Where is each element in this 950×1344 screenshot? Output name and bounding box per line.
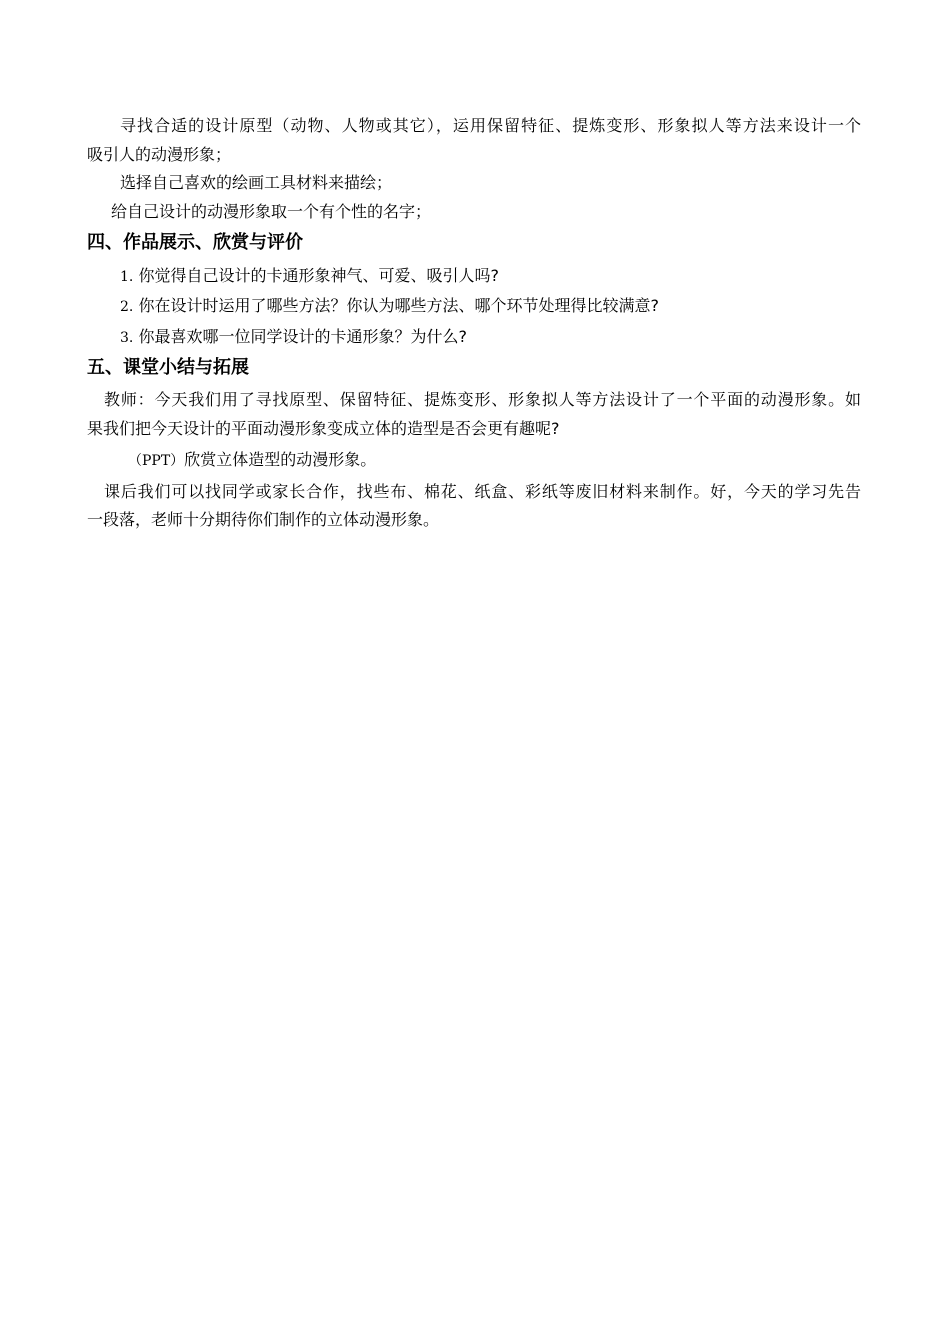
paragraph-materials: 选择自己喜欢的绘画工具材料来描绘； <box>120 173 393 192</box>
list-item-text: 你觉得自己设计的卡通形象神气、可爱、吸引人吗? <box>138 266 499 285</box>
ppt-text: 欣赏立体造型的动漫形象。 <box>184 450 377 469</box>
paragraph-design-line-2: 吸引人的动漫形象； <box>87 145 232 164</box>
list-item <box>120 266 499 287</box>
paragraph-design-line-1: 寻找合适的设计原型（动物、人物或其它），运用保留特征、提炼变形、形象拟人等方法来设计一个 <box>120 116 861 135</box>
list-item-number: 1. <box>120 269 134 285</box>
list-item-number: 2. <box>120 299 134 315</box>
list-item-number: 3. <box>120 330 134 346</box>
section-heading-4: 四、作品展示、欣赏与评价 <box>87 232 303 253</box>
list-item <box>120 296 659 317</box>
paragraph-teacher-line-1: 教师：今天我们用了寻找原型、保留特征、提炼变形、形象拟人等方法设计了一个平面的动漫形象。如 <box>104 390 861 409</box>
list-item-text: 你最喜欢哪一位同学设计的卡通形象？为什么? <box>138 327 467 346</box>
paragraph-naming: 给自己设计的动漫形象取一个有个性的名字； <box>111 202 432 221</box>
ppt-label: （PPT） <box>128 453 185 469</box>
paragraph-ppt <box>128 450 376 471</box>
paragraph-homework-line-2: 一段落，老师十分期待你们制作的立体动漫形象。 <box>87 510 440 529</box>
section-heading-5: 五、课堂小结与拓展 <box>87 357 249 378</box>
list-item-text: 你在设计时运用了哪些方法？你认为哪些方法、哪个环节处理得比较满意? <box>138 296 659 315</box>
paragraph-homework-line-1: 课后我们可以找同学或家长合作，找些布、棉花、纸盒、彩纸等废旧材料来制作。好，今天的学习先告 <box>104 482 861 501</box>
list-item <box>120 327 467 348</box>
paragraph-teacher-line-2: 果我们把今天设计的平面动漫形象变成立体的造型是否会更有趣呢? <box>87 419 560 438</box>
